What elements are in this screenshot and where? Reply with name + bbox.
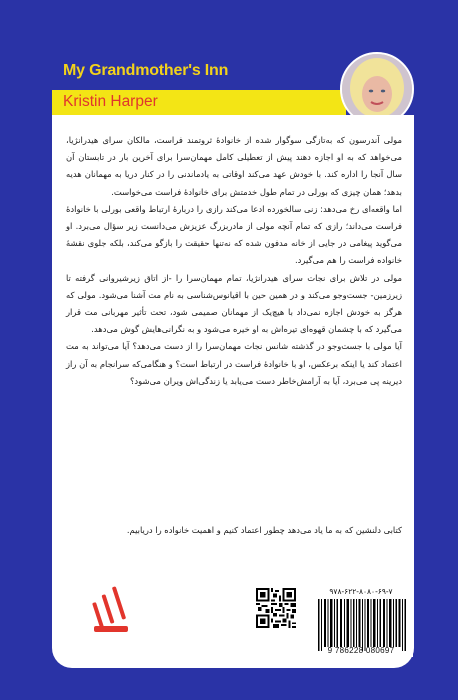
isbn-persian: ۹۷۸-۶۲۲-۸۰۸۰-۶۹-۷ (329, 587, 393, 596)
publisher-logo-icon (92, 584, 132, 636)
author-name: Kristin Harper (63, 93, 158, 110)
description-paragraph-2: اما واقعه‌ای رخ می‌دهد: زنی سالخورده ادعا می‌کند رازی را دربارهٔ ارتباط واقعی بورلی با خانوادهٔ فراست می‌داند؛ رازی که تمام آنچه مولی از مادربزرگ عزیزش می‌دانست زیر سؤال می‌برد. او می‌گوید پیغامی در جایی از خانه مدفون شده که نه‌تنها حقیقت را بازگو می‌کند، بلکه جلوی نقشهٔ خانواده فراست را هم می‌گیرد. (66, 203, 402, 266)
qr-code-icon (256, 588, 296, 628)
description-paragraph-3: مولی در تلاش برای نجات سرای هیدرانژیا، تمام مهمان‌سرا را -از اتاق زیرشیروانی گرفته تا زیرزمین- جست‌وجو می‌کند و در همین حین با اقیانوس‌شناسی به نام مت آشنا می‌شود. مولی که هرگز به خودش اجازه نمی‌داد با هیچ‌یک از مهمانان صمیمی شود، تحت تأثیر مهربانی مت قرار می‌گیرد که با چشمان قهوه‌ای تیره‌اش به او خیره می‌شود و به نگرانی‌هایش گوش می‌دهد. (66, 272, 402, 335)
description-paragraph-4: آیا مولی با جست‌وجو در گذشته شانس نجات مهمان‌سرا را از دست می‌دهد؟ آیا می‌تواند به مت اعتماد کند یا اینکه برعکس، او با خانوادهٔ فراست در ارتباط است؟ و هنگامی‌که سرانجام به آن راز دیرینه پی می‌برد، آیا به آرامش‌خاطر دست می‌یابد یا زندگی‌اش ویران می‌شود؟ (66, 341, 402, 386)
description-paragraph-1: مولی آندرسون که به‌تازگی سوگوار شده از خانوادهٔ ثروتمند فراست، مالکان سرای هیدرانژیا، می‌خواهد که به او اجازه دهند پیش از تعطیلی کامل مهمان‌سرا برای آخرین بار در تابستان آن سال آنجا را اداره کند. با خودش عهد می‌کند اوقاتی به یادماندنی را در کنار دریا به مهمانان هدیه بدهد؛ همان چیزی که بورلی در تمام طول خدمتش برای خانوادهٔ فراست می‌خواست. (66, 135, 402, 197)
book-title: My Grandmother's Inn (63, 62, 229, 79)
qr-code-image (256, 588, 296, 628)
author-photo-image (342, 54, 412, 124)
closing-line: کتابی دلنشین که به ما یاد می‌دهد چطور اعتماد کنیم و اهمیت خانواده را دریابیم. (126, 525, 402, 535)
publisher-logo (92, 584, 132, 636)
isbn-digits: 9 786228 080697 (327, 646, 395, 655)
book-description (66, 132, 402, 390)
